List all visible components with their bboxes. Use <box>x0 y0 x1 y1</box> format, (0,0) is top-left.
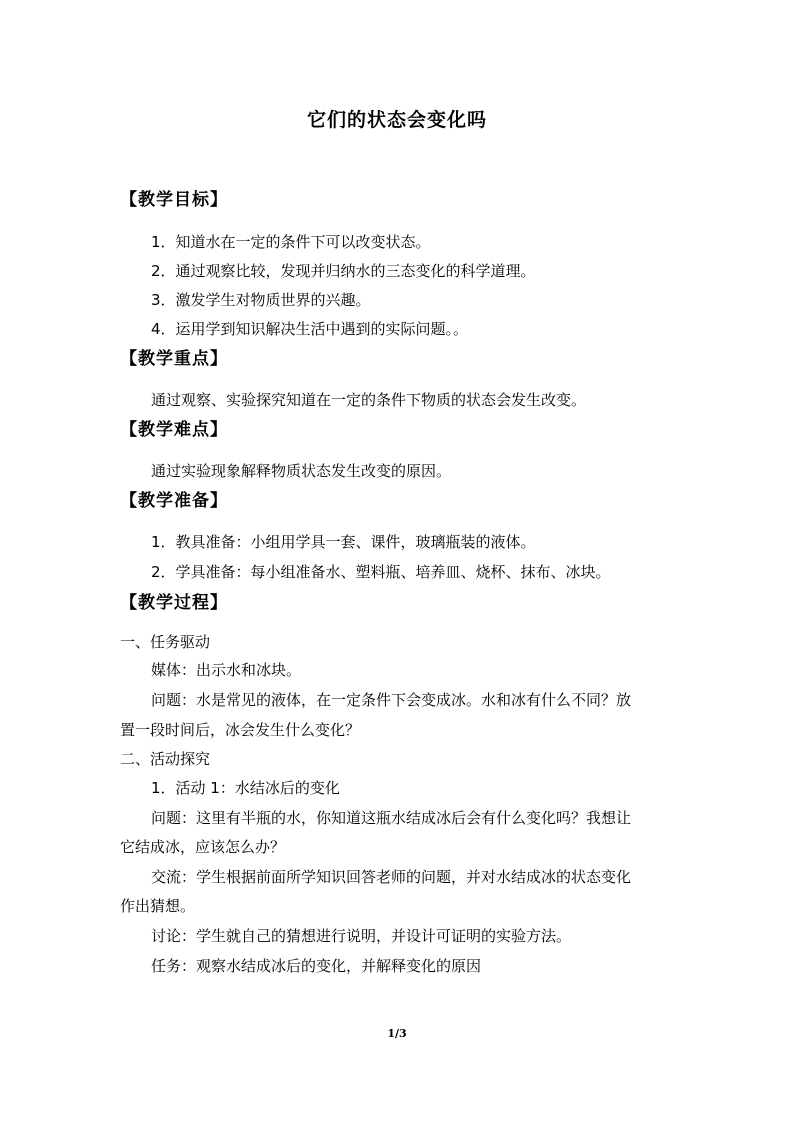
process-part2-exchange-line1: 交流：学生根据前面所学知识回答老师的问题，并对水结成冰的状态变化 <box>151 868 632 886</box>
goal-item-1: 1．知道水在一定的条件下可以改变状态。 <box>151 233 431 251</box>
preparation-heading: 【教学准备】 <box>120 491 228 511</box>
difficulties-text: 通过实验现象解释物质状态发生改变的原因。 <box>151 462 452 480</box>
process-part2-activity: 1．活动 1：水结冰后的变化 <box>151 779 340 797</box>
process-part1-question-line2: 置一段时间后，冰会发生什么变化？ <box>120 721 361 739</box>
goal-item-4: 4．运用学到知识解决生活中遇到的实际问题。。 <box>151 320 469 338</box>
process-part2-discussion: 讨论：学生就自己的猜想进行说明，并设计可证明的实验方法。 <box>151 927 572 945</box>
key-points-heading: 【教学重点】 <box>120 349 228 369</box>
goal-item-2: 2．通过观察比较，发现并归纳水的三态变化的科学道理。 <box>151 262 536 280</box>
goal-item-3: 3．激发学生对物质世界的兴趣。 <box>151 291 371 309</box>
document-title: 它们的状态会变化吗 <box>306 109 487 131</box>
preparation-item-1: 1．教具准备：小组用学具一套、课件，玻璃瓶装的液体。 <box>151 533 536 551</box>
process-part2-title: 二、活动探究 <box>120 750 211 768</box>
process-part2-task: 任务：观察水结成冰后的变化，并解释变化的原因 <box>151 957 482 975</box>
process-part2-question-line1: 问题：这里有半瓶的水，你知道这瓶水结成冰后会有什么变化吗？我想让 <box>151 809 632 827</box>
page-number: 1/3 <box>387 1027 407 1040</box>
difficulties-heading: 【教学难点】 <box>120 420 228 440</box>
process-part2-exchange-line2: 作出猜想。 <box>120 897 196 915</box>
process-part1-title: 一、任务驱动 <box>120 633 211 651</box>
preparation-item-2: 2．学具准备：每小组准备水、塑料瓶、培养皿、烧杯、抹布、冰块。 <box>151 563 611 581</box>
goals-heading: 【教学目标】 <box>120 190 228 210</box>
process-part2-question-line2: 它结成冰，应该怎么办？ <box>120 838 286 856</box>
process-part1-media: 媒体：出示水和冰块。 <box>151 661 302 679</box>
process-part1-question-line1: 问题：水是常见的液体，在一定条件下会变成冰。水和冰有什么不同？放 <box>151 691 632 709</box>
key-points-text: 通过观察、实验探究知道在一定的条件下物质的状态会发生改变。 <box>151 391 587 409</box>
process-heading: 【教学过程】 <box>120 593 228 613</box>
